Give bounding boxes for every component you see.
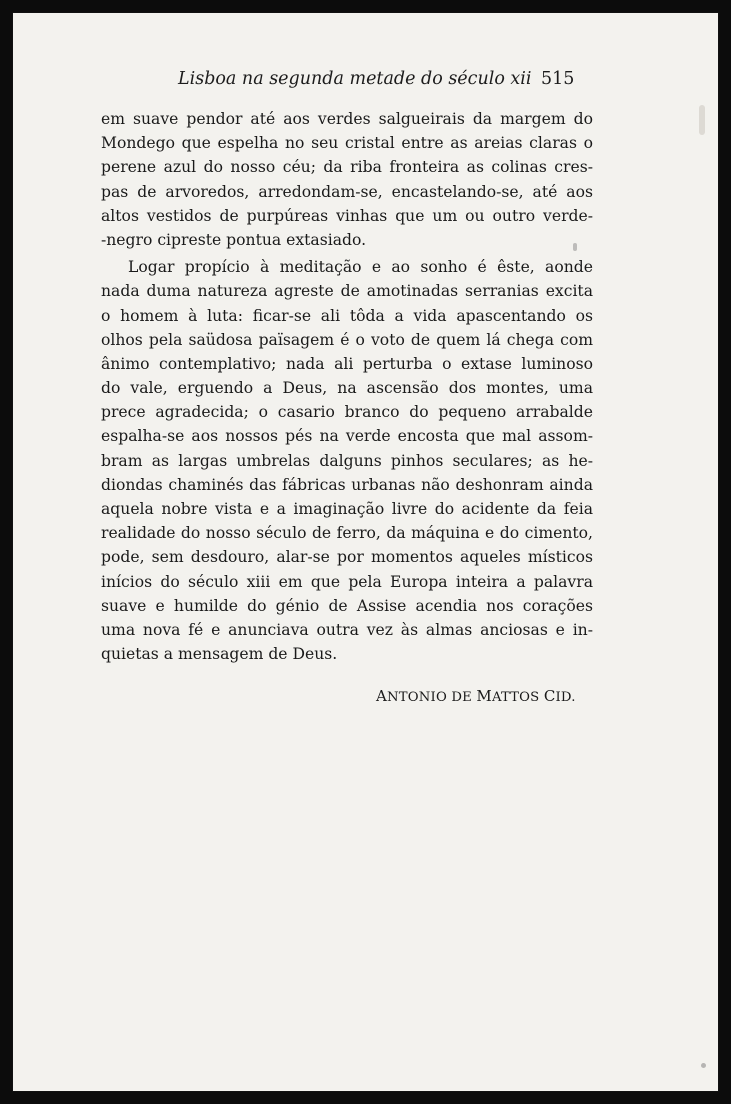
paragraph-1 [101,107,593,252]
running-title: Lisboa na segunda metade do século xii [178,69,532,89]
text-line: aquela nobre vista e a imaginação livre do acidente da feia [101,500,593,518]
text-line: ânimo contemplativo; nada ali perturba o extase luminoso [101,354,593,373]
text-line: realidade do nosso século de ferro, da máquina e do cimento, [101,524,593,543]
author-signature [376,687,576,705]
text-line: olhos pela saüdosa païsagem é o voto de quem lá chega com [101,330,593,349]
text-line: espalha-se aos nossos pés na verde encosta que mal assom- [101,427,593,446]
text-line: diondas chaminés das fábricas urbanas não deshonram ainda [101,475,593,494]
text-line: pas de arvoredos, arredondam-se, encastelando-se, até aos [101,182,593,201]
page-header [13,69,718,97]
paper-stain [699,105,705,135]
text-line: em suave pendor até aos verdes salgueirais da margem do [101,110,593,128]
body-text [101,107,593,666]
signature-text: ANTONIO DE MATTOS CID. [376,687,576,705]
text-line: quietas a mensagem de Deus. [101,645,338,664]
book-page [12,12,719,1092]
text-line: perene azul do nosso céu; da riba fronteira as colinas cres- [101,158,593,177]
text-line: inícios do século xiii em que pela Europa inteira a palavra [101,572,593,591]
text-line: Mondego que espelha no seu cristal entre as areias claras o [101,134,593,153]
text-line: suave e humilde do génio de Assise acendia nos corações [101,596,593,615]
text-line: altos vestidos de purpúreas vinhas que um ou outro verde- [101,206,593,225]
page-number: 515 [541,69,575,89]
text-line: do vale, erguendo a Deus, na ascensão dos montes, uma [101,379,593,398]
text-line: uma nova fé e anunciava outra vez às almas anciosas e in- [101,620,593,639]
text-line: prece agradecida; o casario branco do pequeno arrabalde [101,403,593,422]
text-line: Logar propício à meditação e ao sonho é êste, aonde [128,258,593,277]
text-line: nada duma natureza agreste de amotinadas serranias excita [101,282,593,301]
paragraph-2 [101,255,593,666]
text-line: pode, sem desdouro, alar-se por momentos aqueles místicos [101,548,593,567]
paper-stain [701,1063,706,1068]
text-line: bram as largas umbrelas dalguns pinhos seculares; as he- [101,451,593,470]
text-line: o homem à luta: ficar-se ali tôda a vida apascentando os [101,306,593,325]
text-line: -negro cipreste pontua extasiado. [101,230,367,249]
